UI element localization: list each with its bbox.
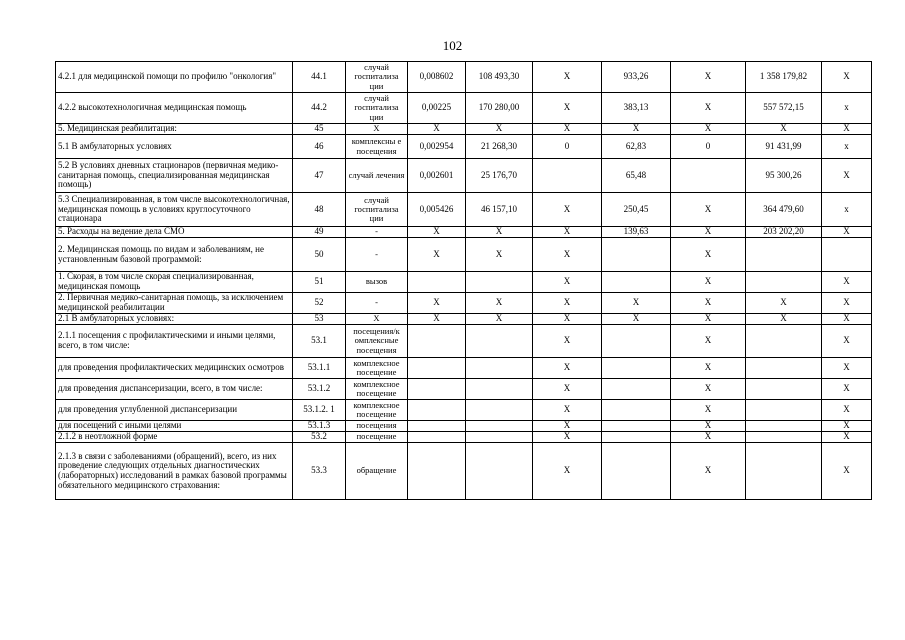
table-cell: 62,83	[602, 135, 671, 159]
table-cell	[602, 358, 671, 379]
table-cell: 5.2 В условиях дневных стационаров (первичная медико-санитарная помощь, специализированная медицинская помощь)	[56, 159, 293, 193]
table-cell: X	[822, 443, 872, 500]
table-cell	[746, 238, 822, 272]
table-cell: комплексное посещение	[346, 358, 408, 379]
table-cell: X	[533, 379, 602, 400]
table-row	[56, 227, 872, 238]
table-row	[56, 272, 872, 293]
table-cell: для проведения профилактических медицинских осмотров	[56, 358, 293, 379]
table-cell: X	[533, 62, 602, 93]
table-cell: обращение	[346, 443, 408, 500]
table-cell: 53.1.1	[293, 358, 346, 379]
table-cell	[466, 272, 533, 293]
table-cell: 2.1.3 в связи с заболеваниями (обращений), всего, из них проведение следующих отдельных диагностических (лабораторных) исследований в рамках базовой программы обязательного медицинского страхования:	[56, 443, 293, 500]
table-cell: X	[822, 325, 872, 358]
table-cell: 1 358 179,82	[746, 62, 822, 93]
table-cell: X	[533, 193, 602, 227]
table-cell: 2. Первичная медико-санитарная помощь, за исключением медицинской реабилитации	[56, 293, 293, 314]
table-cell	[602, 443, 671, 500]
table-cell: X	[671, 62, 746, 93]
table-cell: 44.2	[293, 93, 346, 124]
table-cell: 2.1 В амбулаторных условиях:	[56, 314, 293, 325]
table-cell: x	[822, 135, 872, 159]
table-cell	[746, 272, 822, 293]
table-cell: X	[533, 93, 602, 124]
table-cell: 53.1.2. 1	[293, 400, 346, 421]
page-number: 102	[442, 38, 463, 53]
table-cell: -	[346, 293, 408, 314]
table-cell: 5. Медицинская реабилитация:	[56, 124, 293, 135]
table-cell	[408, 421, 466, 432]
table-cell: X	[346, 314, 408, 325]
table-cell	[602, 379, 671, 400]
table-cell	[746, 421, 822, 432]
table-cell: X	[822, 227, 872, 238]
table-cell: X	[822, 358, 872, 379]
table-cell: X	[746, 293, 822, 314]
table-cell: X	[408, 124, 466, 135]
table-cell: X	[671, 124, 746, 135]
table-cell: X	[533, 421, 602, 432]
table-cell: X	[533, 358, 602, 379]
table-cell: X	[671, 325, 746, 358]
table-cell: 2. Медицинская помощь по видам и заболеваниям, не установленным базовой программой:	[56, 238, 293, 272]
table-cell: 250,45	[602, 193, 671, 227]
table-cell: вызов	[346, 272, 408, 293]
table-cell: 95 300,26	[746, 159, 822, 193]
table-cell	[408, 325, 466, 358]
table-cell: 65,48	[602, 159, 671, 193]
table-cell	[466, 421, 533, 432]
table-row	[56, 238, 872, 272]
table-cell	[671, 159, 746, 193]
table-cell: X	[408, 314, 466, 325]
table-cell: комплексное посещение	[346, 379, 408, 400]
table-cell: X	[408, 238, 466, 272]
table-cell: 46 157,10	[466, 193, 533, 227]
table-cell: 5. Расходы на ведение дела СМО	[56, 227, 293, 238]
table-cell: 139,63	[602, 227, 671, 238]
table-cell: X	[822, 421, 872, 432]
table-cell: X	[533, 400, 602, 421]
table-cell: 2.1.1 посещения с профилактическими и иными целями, всего, в том числе:	[56, 325, 293, 358]
table-cell: X	[533, 314, 602, 325]
table-cell: X	[602, 124, 671, 135]
table-cell	[602, 421, 671, 432]
table-cell: X	[746, 124, 822, 135]
table-cell: X	[466, 238, 533, 272]
table-row	[56, 314, 872, 325]
table-cell: x	[822, 93, 872, 124]
table-cell: X	[533, 325, 602, 358]
table-cell	[466, 432, 533, 443]
table-cell: X	[822, 124, 872, 135]
table-cell: x	[822, 193, 872, 227]
table-cell: X	[822, 400, 872, 421]
table-cell: 50	[293, 238, 346, 272]
table-cell: 557 572,15	[746, 93, 822, 124]
table-cell: 53.1	[293, 325, 346, 358]
table-cell	[408, 379, 466, 400]
table-cell: 0,002601	[408, 159, 466, 193]
table-cell: X	[671, 400, 746, 421]
table-cell: X	[533, 238, 602, 272]
table-cell: комплексны е посещения	[346, 135, 408, 159]
table-cell: X	[822, 379, 872, 400]
table-row	[56, 379, 872, 400]
table-cell: X	[671, 314, 746, 325]
table-cell: X	[671, 193, 746, 227]
table-cell: X	[533, 443, 602, 500]
table-row	[56, 400, 872, 421]
table-cell	[602, 400, 671, 421]
table-cell	[466, 443, 533, 500]
table-row	[56, 432, 872, 443]
table-cell: X	[408, 227, 466, 238]
table-cell: X	[466, 293, 533, 314]
table-cell	[408, 443, 466, 500]
table-cell: X	[533, 293, 602, 314]
table-row	[56, 93, 872, 124]
table-cell: X	[533, 124, 602, 135]
table-cell: X	[822, 272, 872, 293]
table-cell	[602, 238, 671, 272]
table-cell	[602, 432, 671, 443]
table-cell: 2.1.2 в неотложной форме	[56, 432, 293, 443]
table-cell: 25 176,70	[466, 159, 533, 193]
table-cell: X	[671, 379, 746, 400]
table-cell	[746, 400, 822, 421]
table-row	[56, 325, 872, 358]
table-cell: X	[408, 293, 466, 314]
table-cell: X	[822, 293, 872, 314]
table-cell: X	[466, 314, 533, 325]
table-cell: 933,26	[602, 62, 671, 93]
table-cell: 0	[533, 135, 602, 159]
table-cell: X	[671, 272, 746, 293]
table-cell: 53.1.2	[293, 379, 346, 400]
table-cell: 91 431,99	[746, 135, 822, 159]
table-cell: X	[602, 314, 671, 325]
table-cell: посещения/к омплексные посещения	[346, 325, 408, 358]
table-cell: 46	[293, 135, 346, 159]
table-cell: X	[533, 432, 602, 443]
table-cell: 108 493,30	[466, 62, 533, 93]
table-row	[56, 135, 872, 159]
table-cell: 52	[293, 293, 346, 314]
table-cell: X	[533, 227, 602, 238]
table-cell	[408, 358, 466, 379]
table-row	[56, 124, 872, 135]
table-cell: X	[671, 238, 746, 272]
table-cell: X	[671, 432, 746, 443]
table-cell	[466, 400, 533, 421]
table-cell: X	[822, 159, 872, 193]
table-cell: 53	[293, 314, 346, 325]
table-cell: 47	[293, 159, 346, 193]
table-cell: 383,13	[602, 93, 671, 124]
table-cell: X	[671, 443, 746, 500]
table-cell: случай госпитализа ции	[346, 93, 408, 124]
table-cell	[466, 379, 533, 400]
table-cell: 21 268,30	[466, 135, 533, 159]
table-cell: для посещений с иными целями	[56, 421, 293, 432]
tariff-table	[55, 61, 872, 500]
table-cell	[602, 325, 671, 358]
table-cell	[746, 432, 822, 443]
table-cell	[533, 159, 602, 193]
table-cell: X	[602, 293, 671, 314]
table-row	[56, 358, 872, 379]
table-cell: X	[466, 124, 533, 135]
table-cell	[746, 379, 822, 400]
table-cell: 0,005426	[408, 193, 466, 227]
table-cell: 4.2.1 для медицинской помощи по профилю "онкология"	[56, 62, 293, 93]
table-cell: X	[746, 314, 822, 325]
table-cell: 1. Скорая, в том числе скорая специализированная, медицинская помощь	[56, 272, 293, 293]
table-cell	[466, 325, 533, 358]
table-cell: X	[822, 314, 872, 325]
table-cell: случай лечения	[346, 159, 408, 193]
table-cell: X	[822, 62, 872, 93]
table-cell: случай госпитализа ции	[346, 62, 408, 93]
table-cell	[408, 272, 466, 293]
table-cell: X	[671, 227, 746, 238]
table-cell: 364 479,60	[746, 193, 822, 227]
table-row	[56, 421, 872, 432]
table-cell: 45	[293, 124, 346, 135]
table-cell: 49	[293, 227, 346, 238]
table-cell: 170 280,00	[466, 93, 533, 124]
table-cell	[746, 443, 822, 500]
table-cell: 51	[293, 272, 346, 293]
table-cell: X	[671, 293, 746, 314]
table-cell: X	[346, 124, 408, 135]
table-row	[56, 193, 872, 227]
table-cell: случай госпитализа ции	[346, 193, 408, 227]
table-cell: 5.3 Специализированная, в том числе высокотехнологичная, медицинская помощь в условиях круглосуточного стационара	[56, 193, 293, 227]
table-cell: посещение	[346, 432, 408, 443]
table-cell: X	[671, 93, 746, 124]
table-cell: посещения	[346, 421, 408, 432]
table-cell	[602, 272, 671, 293]
table-cell	[746, 325, 822, 358]
table-cell: 4.2.2 высокотехнологичная медицинская помощь	[56, 93, 293, 124]
table-cell: X	[533, 272, 602, 293]
table-row	[56, 443, 872, 500]
table-cell: 48	[293, 193, 346, 227]
table-cell: X	[671, 421, 746, 432]
table-cell: для проведения углубленной диспансеризации	[56, 400, 293, 421]
table-cell	[408, 400, 466, 421]
table-cell: 53.3	[293, 443, 346, 500]
table-cell: 5.1 В амбулаторных условиях	[56, 135, 293, 159]
table-cell: 0,002954	[408, 135, 466, 159]
table-row	[56, 62, 872, 93]
table-cell: X	[822, 432, 872, 443]
table-cell	[746, 358, 822, 379]
table-cell	[822, 238, 872, 272]
table-cell: X	[466, 227, 533, 238]
table-cell: 44.1	[293, 62, 346, 93]
table-cell: -	[346, 238, 408, 272]
table-row	[56, 159, 872, 193]
table-cell: комплексное посещение	[346, 400, 408, 421]
table-cell: 203 202,20	[746, 227, 822, 238]
table-cell: 53.1.3	[293, 421, 346, 432]
table-cell: 0	[671, 135, 746, 159]
table-cell	[466, 358, 533, 379]
table-row	[56, 293, 872, 314]
table-cell: -	[346, 227, 408, 238]
table-cell: 0,008602	[408, 62, 466, 93]
table-cell: 53.2	[293, 432, 346, 443]
table-cell	[408, 432, 466, 443]
table-cell: X	[671, 358, 746, 379]
table-cell: для проведения диспансеризации, всего, в том числе:	[56, 379, 293, 400]
table-cell: 0,00225	[408, 93, 466, 124]
